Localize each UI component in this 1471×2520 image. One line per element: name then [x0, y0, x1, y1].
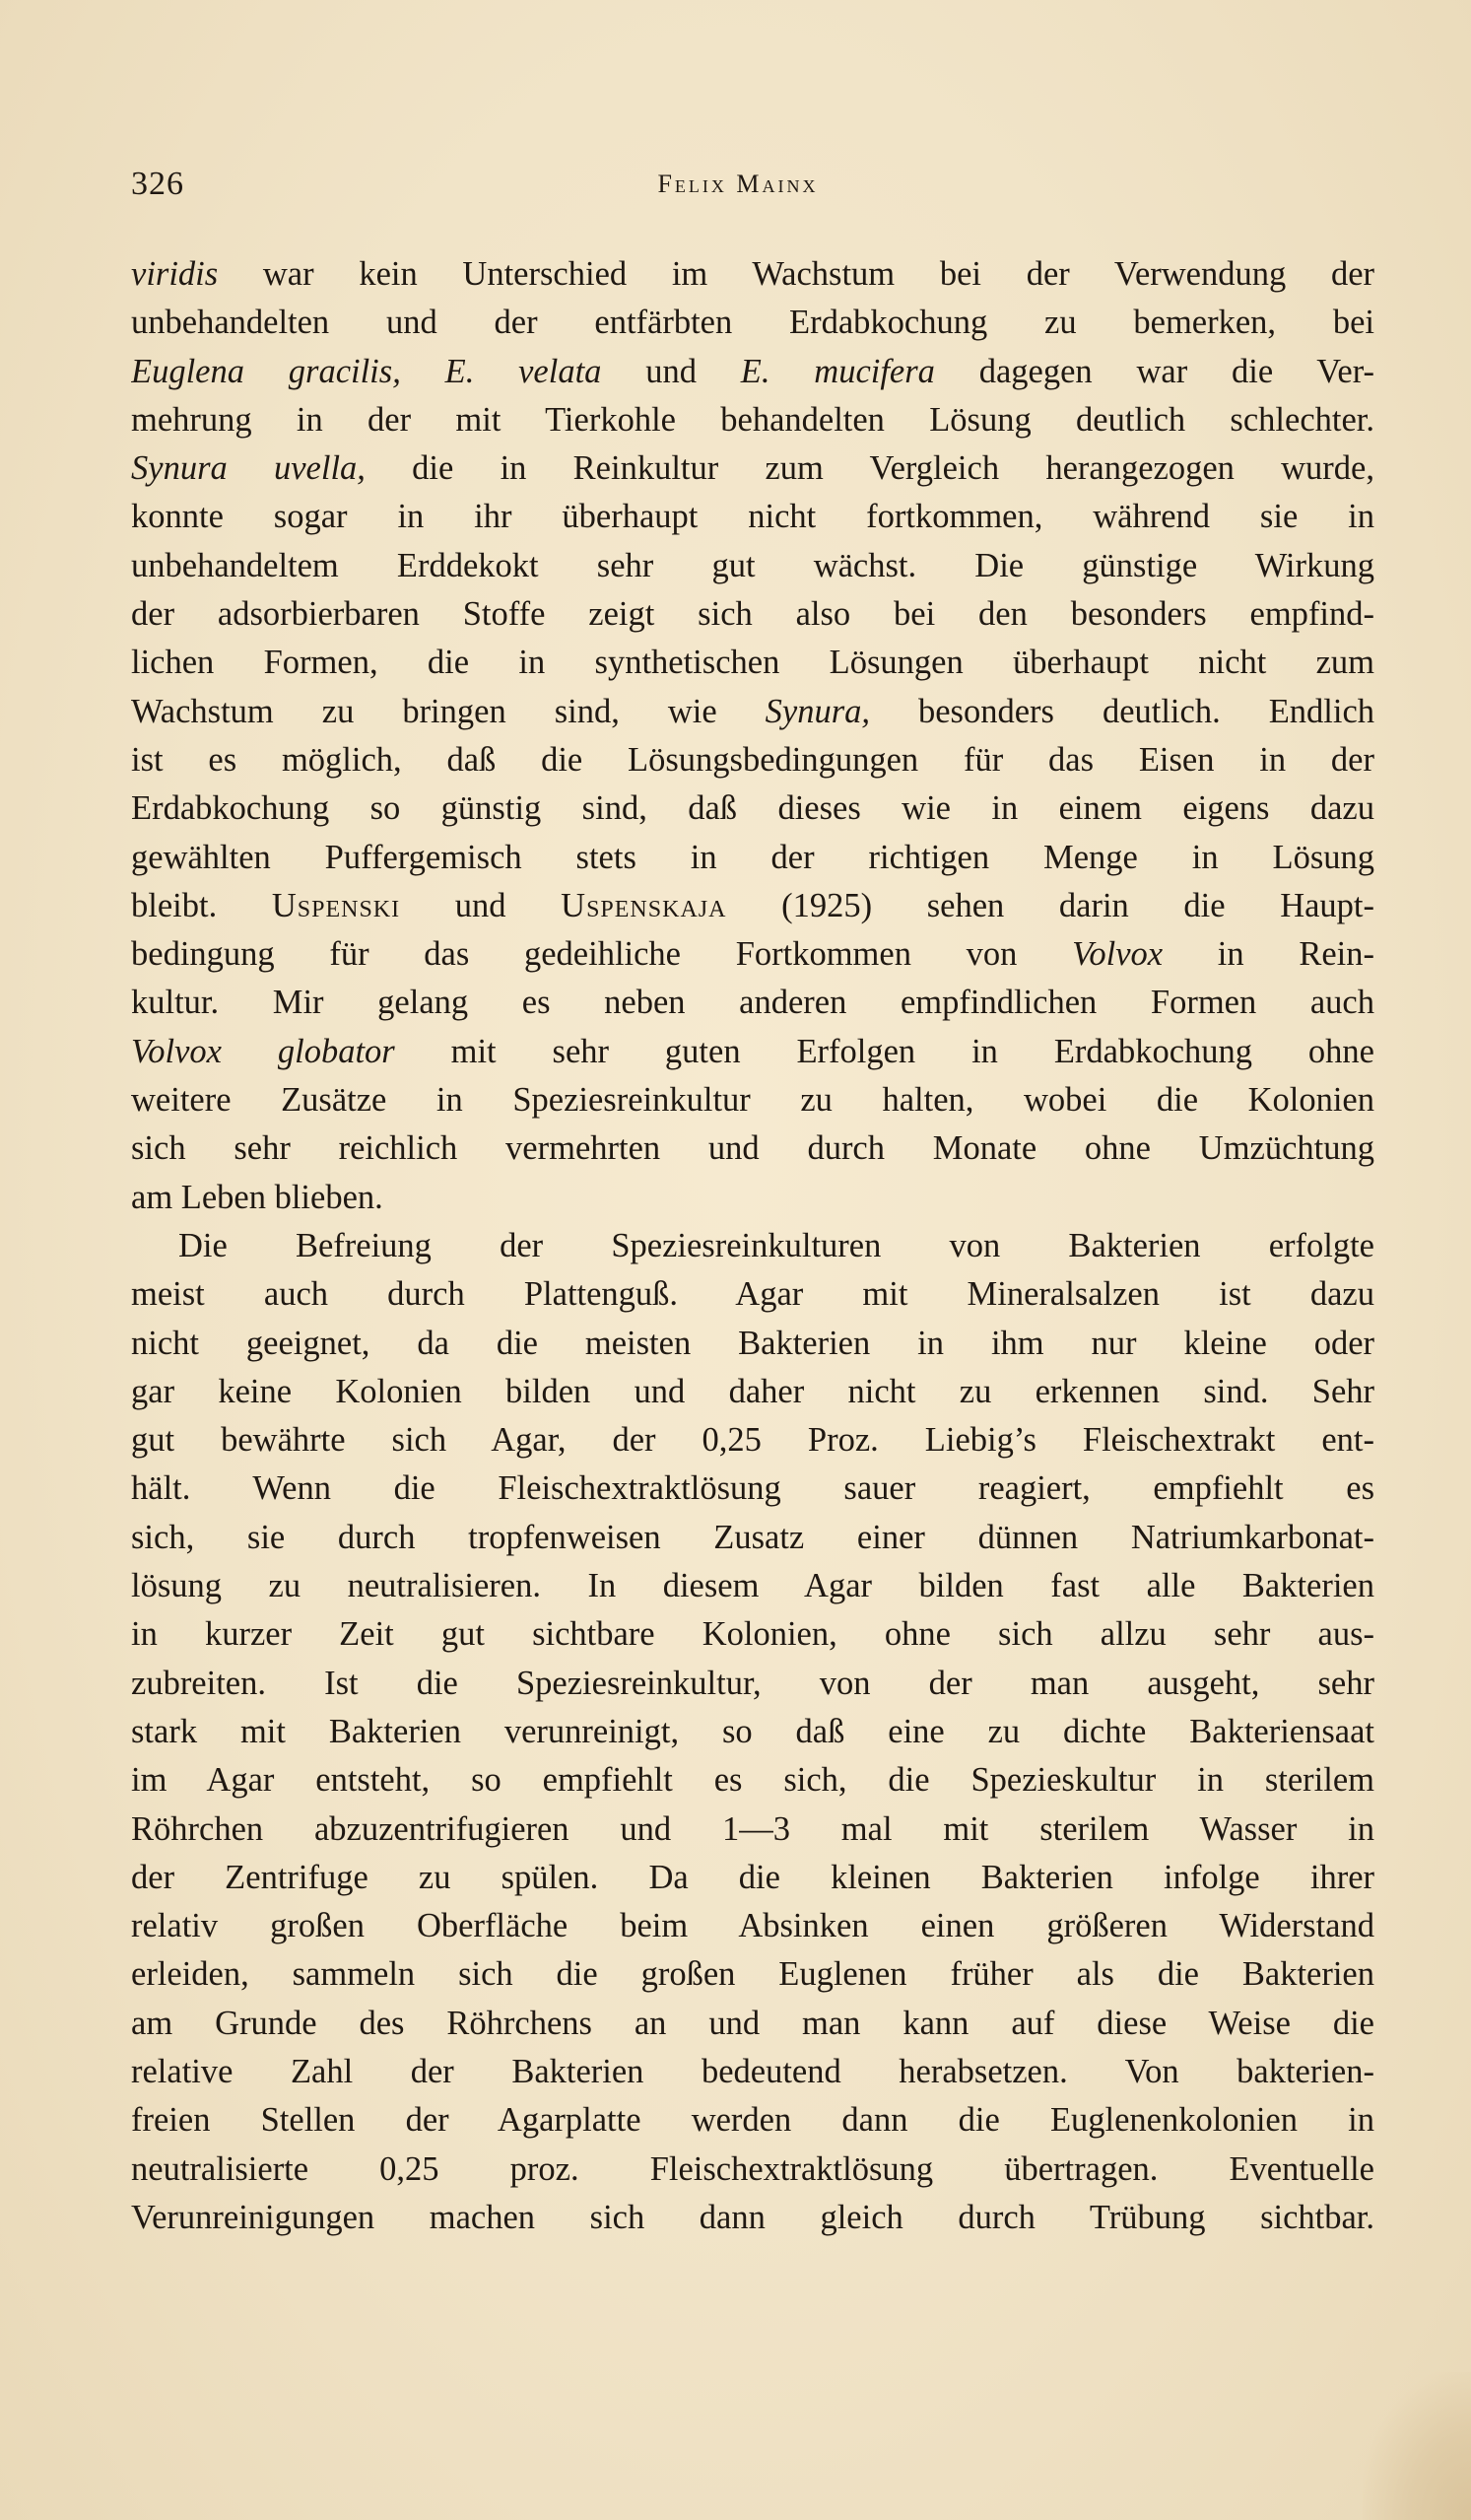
text-line: freien Stellen der Agarplatte werden dann die Euglenenkolonien in [131, 2101, 1374, 2140]
body-text [131, 250, 1374, 2242]
text-line: sich sehr reichlich vermehrten und durch Monate ohne Umzüchtung [131, 1129, 1374, 1168]
page-number: 326 [131, 166, 184, 202]
page-corner-shadow [1363, 2372, 1471, 2520]
text-line: Die Befreiung der Speziesreinkulturen von Bakterien erfolgte [178, 1226, 1374, 1264]
text-line: ist es möglich, daß die Lösungsbedingungen für das Eisen in der [131, 740, 1374, 779]
text-line: Synura uvella, die in Reinkultur zum Vergleich herangezogen wurde, [131, 449, 1374, 488]
text-line: neutralisierte 0,25 proz. Fleischextraktlösung übertragen. Eventuelle [131, 2149, 1374, 2188]
text-line: kultur. Mir gelang es neben anderen empfindlichen Formen auch [131, 984, 1374, 1022]
text-line: bleibt. Uspenski und Uspenskaja (1925) sehen darin die Haupt- [131, 886, 1374, 924]
text-line: Volvox globator mit sehr guten Erfolgen in Erdabkochung ohne [131, 1032, 1374, 1070]
text-line: unbehandelten und der entfärbten Erdabkochung zu bemerken, bei [131, 304, 1374, 342]
text-line: am Leben blieben. [131, 1178, 383, 1216]
text-line: sich, sie durch tropfenweisen Zusatz einer dünnen Natriumkarbonat- [131, 1518, 1374, 1556]
text-line: lösung zu neutralisieren. In diesem Agar bilden fast alle Bakterien [131, 1567, 1374, 1605]
text-line: der Zentrifuge zu spülen. Da die kleinen Bakterien infolge ihrer [131, 1858, 1374, 1896]
text-line: relativ großen Oberfläche beim Absinken einen größeren Widerstand [131, 1907, 1374, 1945]
text-line: im Agar entsteht, so empfiehlt es sich, die Spezieskultur in sterilem [131, 1761, 1374, 1800]
text-line: nicht geeignet, da die meisten Bakterien in ihm nur kleine oder [131, 1324, 1374, 1362]
text-line: unbehandeltem Erddekokt sehr gut wächst. Die günstige Wirkung [131, 546, 1374, 584]
text-line: in kurzer Zeit gut sichtbare Kolonien, ohne sich allzu sehr aus- [131, 1615, 1374, 1654]
text-line: gewählten Puffergemisch stets in der richtigen Menge in Lösung [131, 838, 1374, 876]
text-line: konnte sogar in ihr überhaupt nicht fortkommen, während sie in [131, 498, 1374, 536]
text-line: bedingung für das gedeihliche Fortkommen von Volvox in Rein- [131, 935, 1374, 974]
text-line: weitere Zusätze in Speziesreinkultur zu halten, wobei die Kolonien [131, 1081, 1374, 1120]
text-line: mehrung in der mit Tierkohle behandelten Lösung deutlich schlechter. [131, 400, 1374, 439]
running-head: Felix Mainx [657, 170, 819, 198]
text-line: der adsorbierbaren Stoffe zeigt sich also bei den besonders empfind- [131, 595, 1374, 634]
text-line: Wachstum zu bringen sind, wie Synura, besonders deutlich. Endlich [131, 692, 1374, 730]
text-line: Euglena gracilis, E. velata und E. mucifera dagegen war die Ver- [131, 352, 1374, 390]
text-line: viridis war kein Unterschied im Wachstum bei der Verwendung der [131, 255, 1374, 293]
text-line: meist auch durch Plattenguß. Agar mit Mineralsalzen ist dazu [131, 1275, 1374, 1314]
text-line: relative Zahl der Bakterien bedeutend herabsetzen. Von bakterien- [131, 2052, 1374, 2090]
text-line: erleiden, sammeln sich die großen Euglenen früher als die Bakterien [131, 1955, 1374, 1994]
text-line: Verunreinigungen machen sich dann gleich durch Trübung sichtbar. [131, 2198, 1374, 2236]
text-line: stark mit Bakterien verunreinigt, so daß eine zu dichte Bakteriensaat [131, 1712, 1374, 1750]
text-line: hält. Wenn die Fleischextraktlösung sauer reagiert, empfiehlt es [131, 1469, 1374, 1508]
text-line: Röhrchen abzuzentrifugieren und 1—3 mal mit sterilem Wasser in [131, 1809, 1374, 1848]
text-line: gut bewährte sich Agar, der 0,25 Proz. Liebig’s Fleischextrakt ent- [131, 1421, 1374, 1460]
text-line: am Grunde des Röhrchens an und man kann auf diese Weise die [131, 2004, 1374, 2042]
text-line: gar keine Kolonien bilden und daher nicht zu erkennen sind. Sehr [131, 1372, 1374, 1410]
text-line: lichen Formen, die in synthetischen Lösungen überhaupt nicht zum [131, 644, 1374, 682]
page-header [131, 166, 1345, 209]
text-line: Erdabkochung so günstig sind, daß dieses wie in einem eigens dazu [131, 789, 1374, 828]
text-line: zubreiten. Ist die Speziesreinkultur, von der man ausgeht, sehr [131, 1664, 1374, 1702]
